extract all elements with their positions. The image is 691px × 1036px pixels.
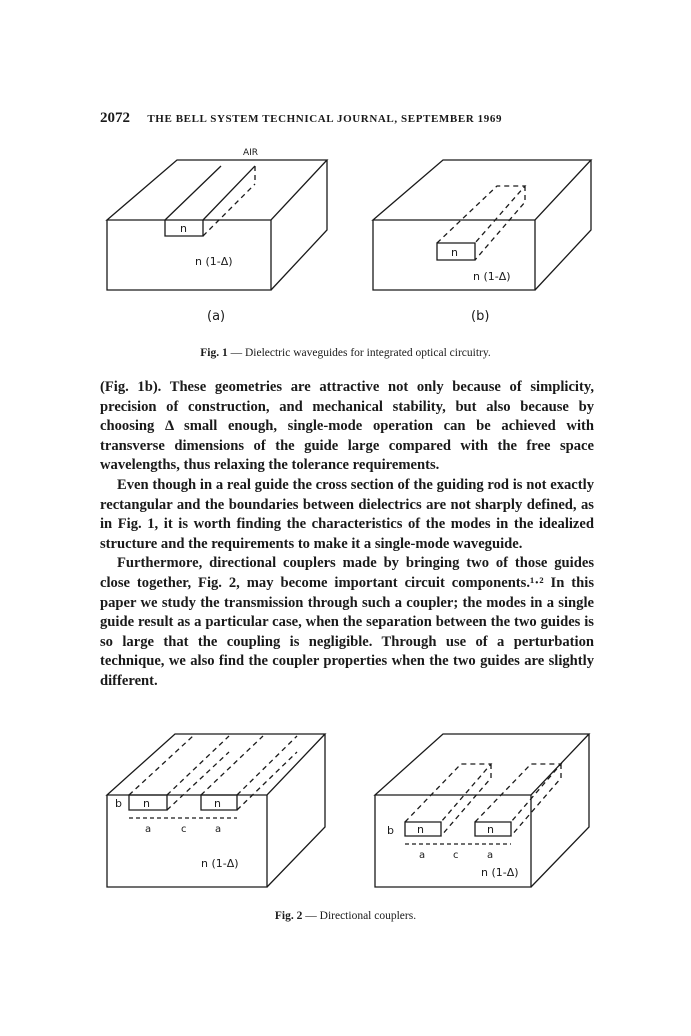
dim-c-left: c bbox=[181, 824, 187, 835]
figure-1-caption bbox=[0, 347, 691, 359]
coupler-surface bbox=[107, 734, 325, 887]
figure-1-caption-text: — Dielectric waveguides for integrated optical circuitry. bbox=[227, 347, 491, 359]
core-label-right-2: n bbox=[487, 823, 494, 836]
core-label-left-2: n bbox=[214, 797, 221, 810]
dim-b-left: b bbox=[115, 797, 122, 810]
dim-a-right-2: a bbox=[487, 850, 494, 861]
running-title: THE BELL SYSTEM TECHNICAL JOURNAL, SEPTEMBER 1969 bbox=[147, 113, 503, 125]
figure-2-drawing bbox=[95, 722, 605, 902]
cladding-label-right: n (1-Δ) bbox=[481, 866, 519, 879]
dim-b-right: b bbox=[387, 824, 394, 837]
figure-2 bbox=[95, 722, 605, 902]
air-label: AIR bbox=[243, 148, 259, 158]
subfig-a-label: (a) bbox=[207, 309, 226, 324]
core-label-left-1: n bbox=[143, 797, 150, 810]
cladding-label-left: n (1-Δ) bbox=[201, 857, 239, 870]
figure-2-caption-label: Fig. 2 bbox=[274, 910, 303, 922]
dim-a-right-1: a bbox=[419, 850, 426, 861]
paragraph-2: Even though in a real guide the cross section of the guiding rod is not exactly rectangular and the boundaries between dielectrics are not sharply defined, as in Fig. 1, it is worth finding the characteristics of the modes in the idealized structure and the requirements to make it a single-mode waveguide. bbox=[100, 476, 594, 552]
core-label-right-1: n bbox=[417, 823, 424, 836]
core-label-a: n bbox=[180, 222, 187, 235]
paragraph-1: (Fig. 1b). These geometries are attractive not only because of simplicity, precision of construction, and mechanical stability, but also because by choosing Δ small enough, single-mode operation can be achieved with transverse dimensions of the guide large compared with the free space wavelengths, thus relaxing the tolerance requirements. bbox=[100, 379, 594, 474]
coupler-buried bbox=[375, 734, 589, 887]
figure-1-drawing bbox=[95, 140, 605, 330]
running-header bbox=[100, 110, 600, 127]
dim-c-right: c bbox=[453, 850, 459, 861]
subfig-b-label: (b) bbox=[471, 309, 490, 324]
figure-1-caption-label: Fig. 1 bbox=[200, 347, 228, 359]
figure-1 bbox=[95, 140, 605, 330]
body-text bbox=[100, 378, 594, 692]
cladding-label-a: n (1-Δ) bbox=[195, 255, 233, 268]
dim-a-left-1: a bbox=[145, 824, 152, 835]
dim-a-left-2: a bbox=[215, 824, 222, 835]
page-number: 2072 bbox=[100, 110, 130, 126]
waveguide-b bbox=[373, 160, 591, 290]
waveguide-a bbox=[107, 148, 327, 290]
figure-2-caption-text: — Directional couplers. bbox=[302, 910, 417, 922]
core-label-b: n bbox=[451, 246, 458, 259]
paragraph-3: Furthermore, directional couplers made by bringing two of those guides close together, Fig. 2, may become important circuit components.¹·² In this paper we study the transmission through such a coupler; the modes in a single guide result as a particular case, when the separation between the two guides is so large that the coupling is negligible. Through use of a perturbation technique, we also find the coupler properties when the two guides are slightly different. bbox=[100, 555, 594, 689]
figure-2-caption bbox=[0, 910, 691, 922]
cladding-label-b: n (1-Δ) bbox=[473, 270, 511, 283]
